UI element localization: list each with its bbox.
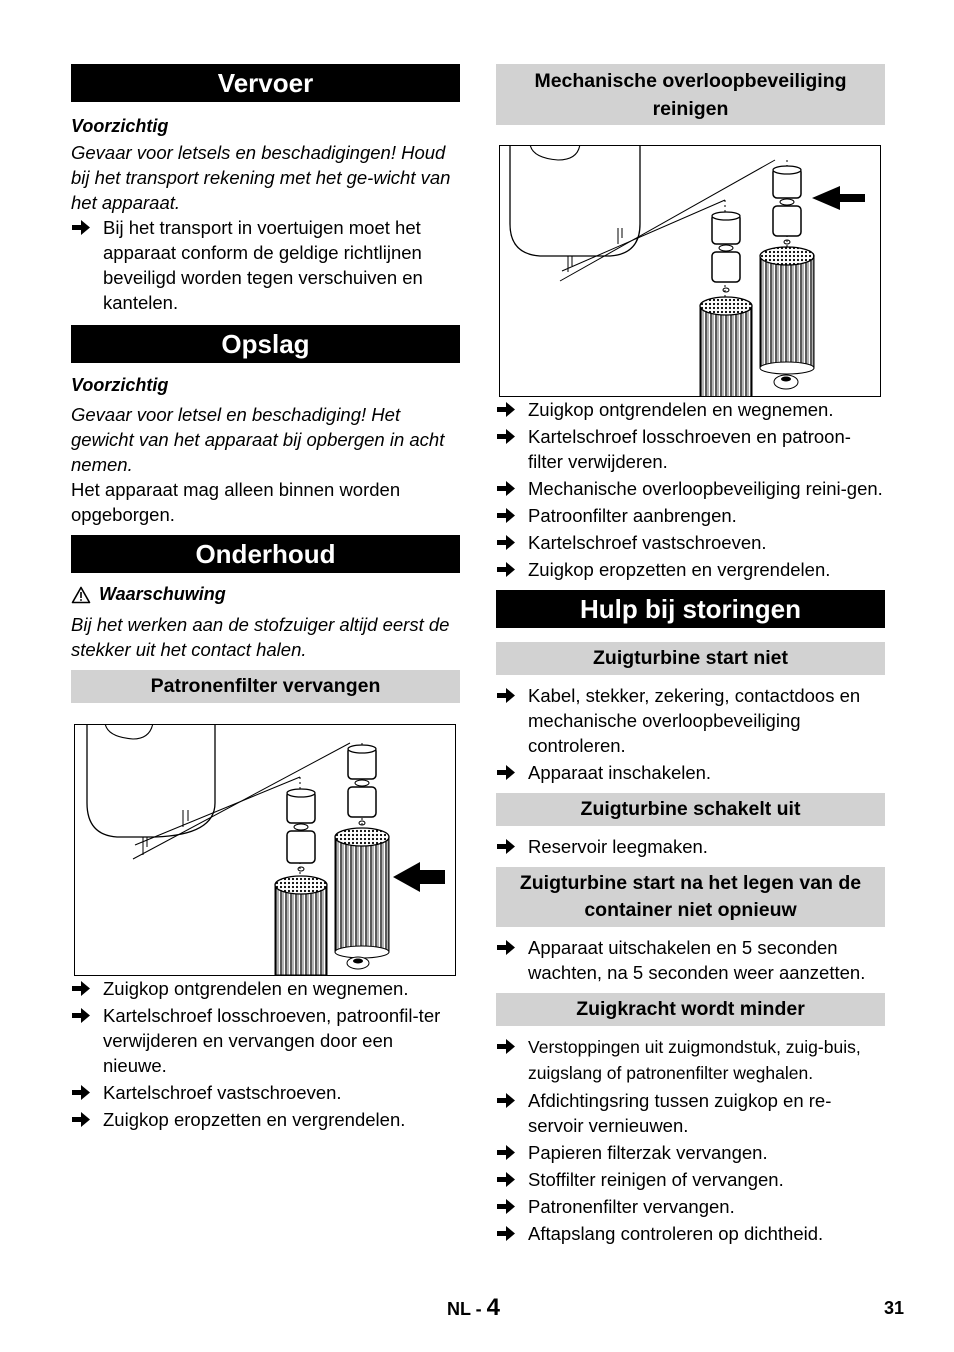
arrow-right-icon <box>497 839 515 854</box>
list-item: Kartelschroef vastschroeven. <box>71 1080 460 1105</box>
arrow-right-icon <box>497 688 515 703</box>
left-column <box>71 64 460 1132</box>
subheading-patronenfilter: Patronenfilter vervangen <box>71 670 460 703</box>
schakelt-uit-steps <box>496 834 885 859</box>
right-column <box>496 64 885 1246</box>
arrow-right-icon <box>497 562 515 577</box>
heading-hulp-bij-storingen: Hulp bij storingen <box>496 590 885 628</box>
list-item: Bij het transport in voertuigen moet het apparaat conform de geldige richtlijnen beveiligd worden tegen verschuiven en kantelen. <box>71 215 460 315</box>
list-item: Reservoir leegmaken. <box>496 834 885 859</box>
overflow-steps <box>496 397 885 582</box>
list-item: Zuigkop ontgrendelen en wegnemen. <box>496 397 885 422</box>
heading-opslag: Opslag <box>71 325 460 363</box>
list-item: Zuigkop eropzetten en vergrendelen. <box>496 557 885 582</box>
caution-label: Voorzichtig <box>71 375 169 395</box>
start-na-legen-steps <box>496 935 885 985</box>
list-item: Apparaat inschakelen. <box>496 760 885 785</box>
zuigkracht-steps <box>496 1034 885 1246</box>
heading-onderhoud: Onderhoud <box>71 535 460 573</box>
warning-triangle-icon <box>71 586 91 604</box>
list-item: Patronenfilter vervangen. <box>496 1194 885 1219</box>
warning-text: Bij het werken aan de stofzuiger altijd eerst de stekker uit het contact halen. <box>71 614 450 660</box>
caution-text: Gevaar voor letsel en beschadiging! Het gewicht van het apparaat bij opbergen in acht nemen. <box>71 404 445 475</box>
arrow-right-icon <box>497 1039 515 1054</box>
arrow-right-icon <box>497 402 515 417</box>
arrow-right-icon <box>72 220 90 235</box>
arrow-right-icon <box>497 429 515 444</box>
list-item: Stoffilter reinigen of vervangen. <box>496 1167 885 1192</box>
arrow-right-icon <box>497 1145 515 1160</box>
warning-header <box>71 582 460 607</box>
footer-section-number: 4 <box>486 1294 501 1321</box>
figure-filter-replace <box>74 724 456 976</box>
arrow-right-icon <box>497 481 515 496</box>
arrow-right-icon <box>72 1008 90 1023</box>
storage-note: Het apparaat mag alleen binnen worden opgeborgen. <box>71 479 401 525</box>
arrow-right-icon <box>497 1199 515 1214</box>
subheading-zuigkracht: Zuigkracht wordt minder <box>496 993 885 1026</box>
arrow-right-icon <box>497 1226 515 1241</box>
list-item: Papieren filterzak vervangen. <box>496 1140 885 1165</box>
list-item: Zuigkop ontgrendelen en wegnemen. <box>71 976 460 1001</box>
caution-label: Voorzichtig <box>71 116 169 136</box>
footer-sep: - <box>470 1299 487 1319</box>
list-item: Aftapslang controleren op dichtheid. <box>496 1221 885 1246</box>
list-item: Mechanische overloopbeveiliging reini-gen. <box>496 476 885 501</box>
warning-label: Waarschuwing <box>99 584 226 604</box>
list-item: Verstoppingen uit zuigmondstuk, zuig-buis, zuigslang of patronenfilter weghalen. <box>496 1034 885 1086</box>
list-item: Kartelschroef losschroeven, patroonfil-ter verwijderen en vervangen door een nieuwe. <box>71 1003 460 1078</box>
arrow-right-icon <box>72 1085 90 1100</box>
footer-section-page <box>447 1294 500 1322</box>
arrow-right-icon <box>72 981 90 996</box>
list-item: Afdichtingsring tussen zuigkop en re-servoir vernieuwen. <box>496 1088 885 1138</box>
arrow-right-icon <box>497 508 515 523</box>
list-item: Patroonfilter aanbrengen. <box>496 503 885 528</box>
subheading-mechanische-overloop: Mechanische overloopbeveiliging reinigen <box>496 64 885 125</box>
subheading-schakelt-uit: Zuigturbine schakelt uit <box>496 793 885 826</box>
arrow-right-icon <box>72 1112 90 1127</box>
start-niet-steps <box>496 683 885 785</box>
figure-overflow-clean <box>499 145 881 397</box>
list-item: Zuigkop eropzetten en vergrendelen. <box>71 1107 460 1132</box>
filter-steps <box>71 976 460 1132</box>
arrow-right-icon <box>497 1172 515 1187</box>
arrow-right-icon <box>497 765 515 780</box>
arrow-right-icon <box>497 535 515 550</box>
list-item: Kartelschroef vastschroeven. <box>496 530 885 555</box>
subheading-start-niet: Zuigturbine start niet <box>496 642 885 675</box>
arrow-right-icon <box>497 940 515 955</box>
arrow-right-icon <box>497 1093 515 1108</box>
list-item: Apparaat uitschakelen en 5 seconden wachten, na 5 seconden weer aanzetten. <box>496 935 885 985</box>
list-item: Kartelschroef losschroeven en patroon-filter verwijderen. <box>496 424 885 474</box>
subheading-start-na-legen: Zuigturbine start na het legen van de container niet opnieuw <box>496 867 885 927</box>
page-number: 31 <box>884 1298 905 1318</box>
footer-lang: NL <box>447 1299 471 1319</box>
vervoer-steps <box>71 215 460 315</box>
heading-vervoer: Vervoer <box>71 64 460 102</box>
list-item: Kabel, stekker, zekering, contactdoos en mechanische overloopbeveiliging controleren. <box>496 683 885 758</box>
caution-text: Gevaar voor letsels en beschadigingen! Houd bij het transport rekening met het ge-wicht van het apparaat. <box>71 142 451 213</box>
